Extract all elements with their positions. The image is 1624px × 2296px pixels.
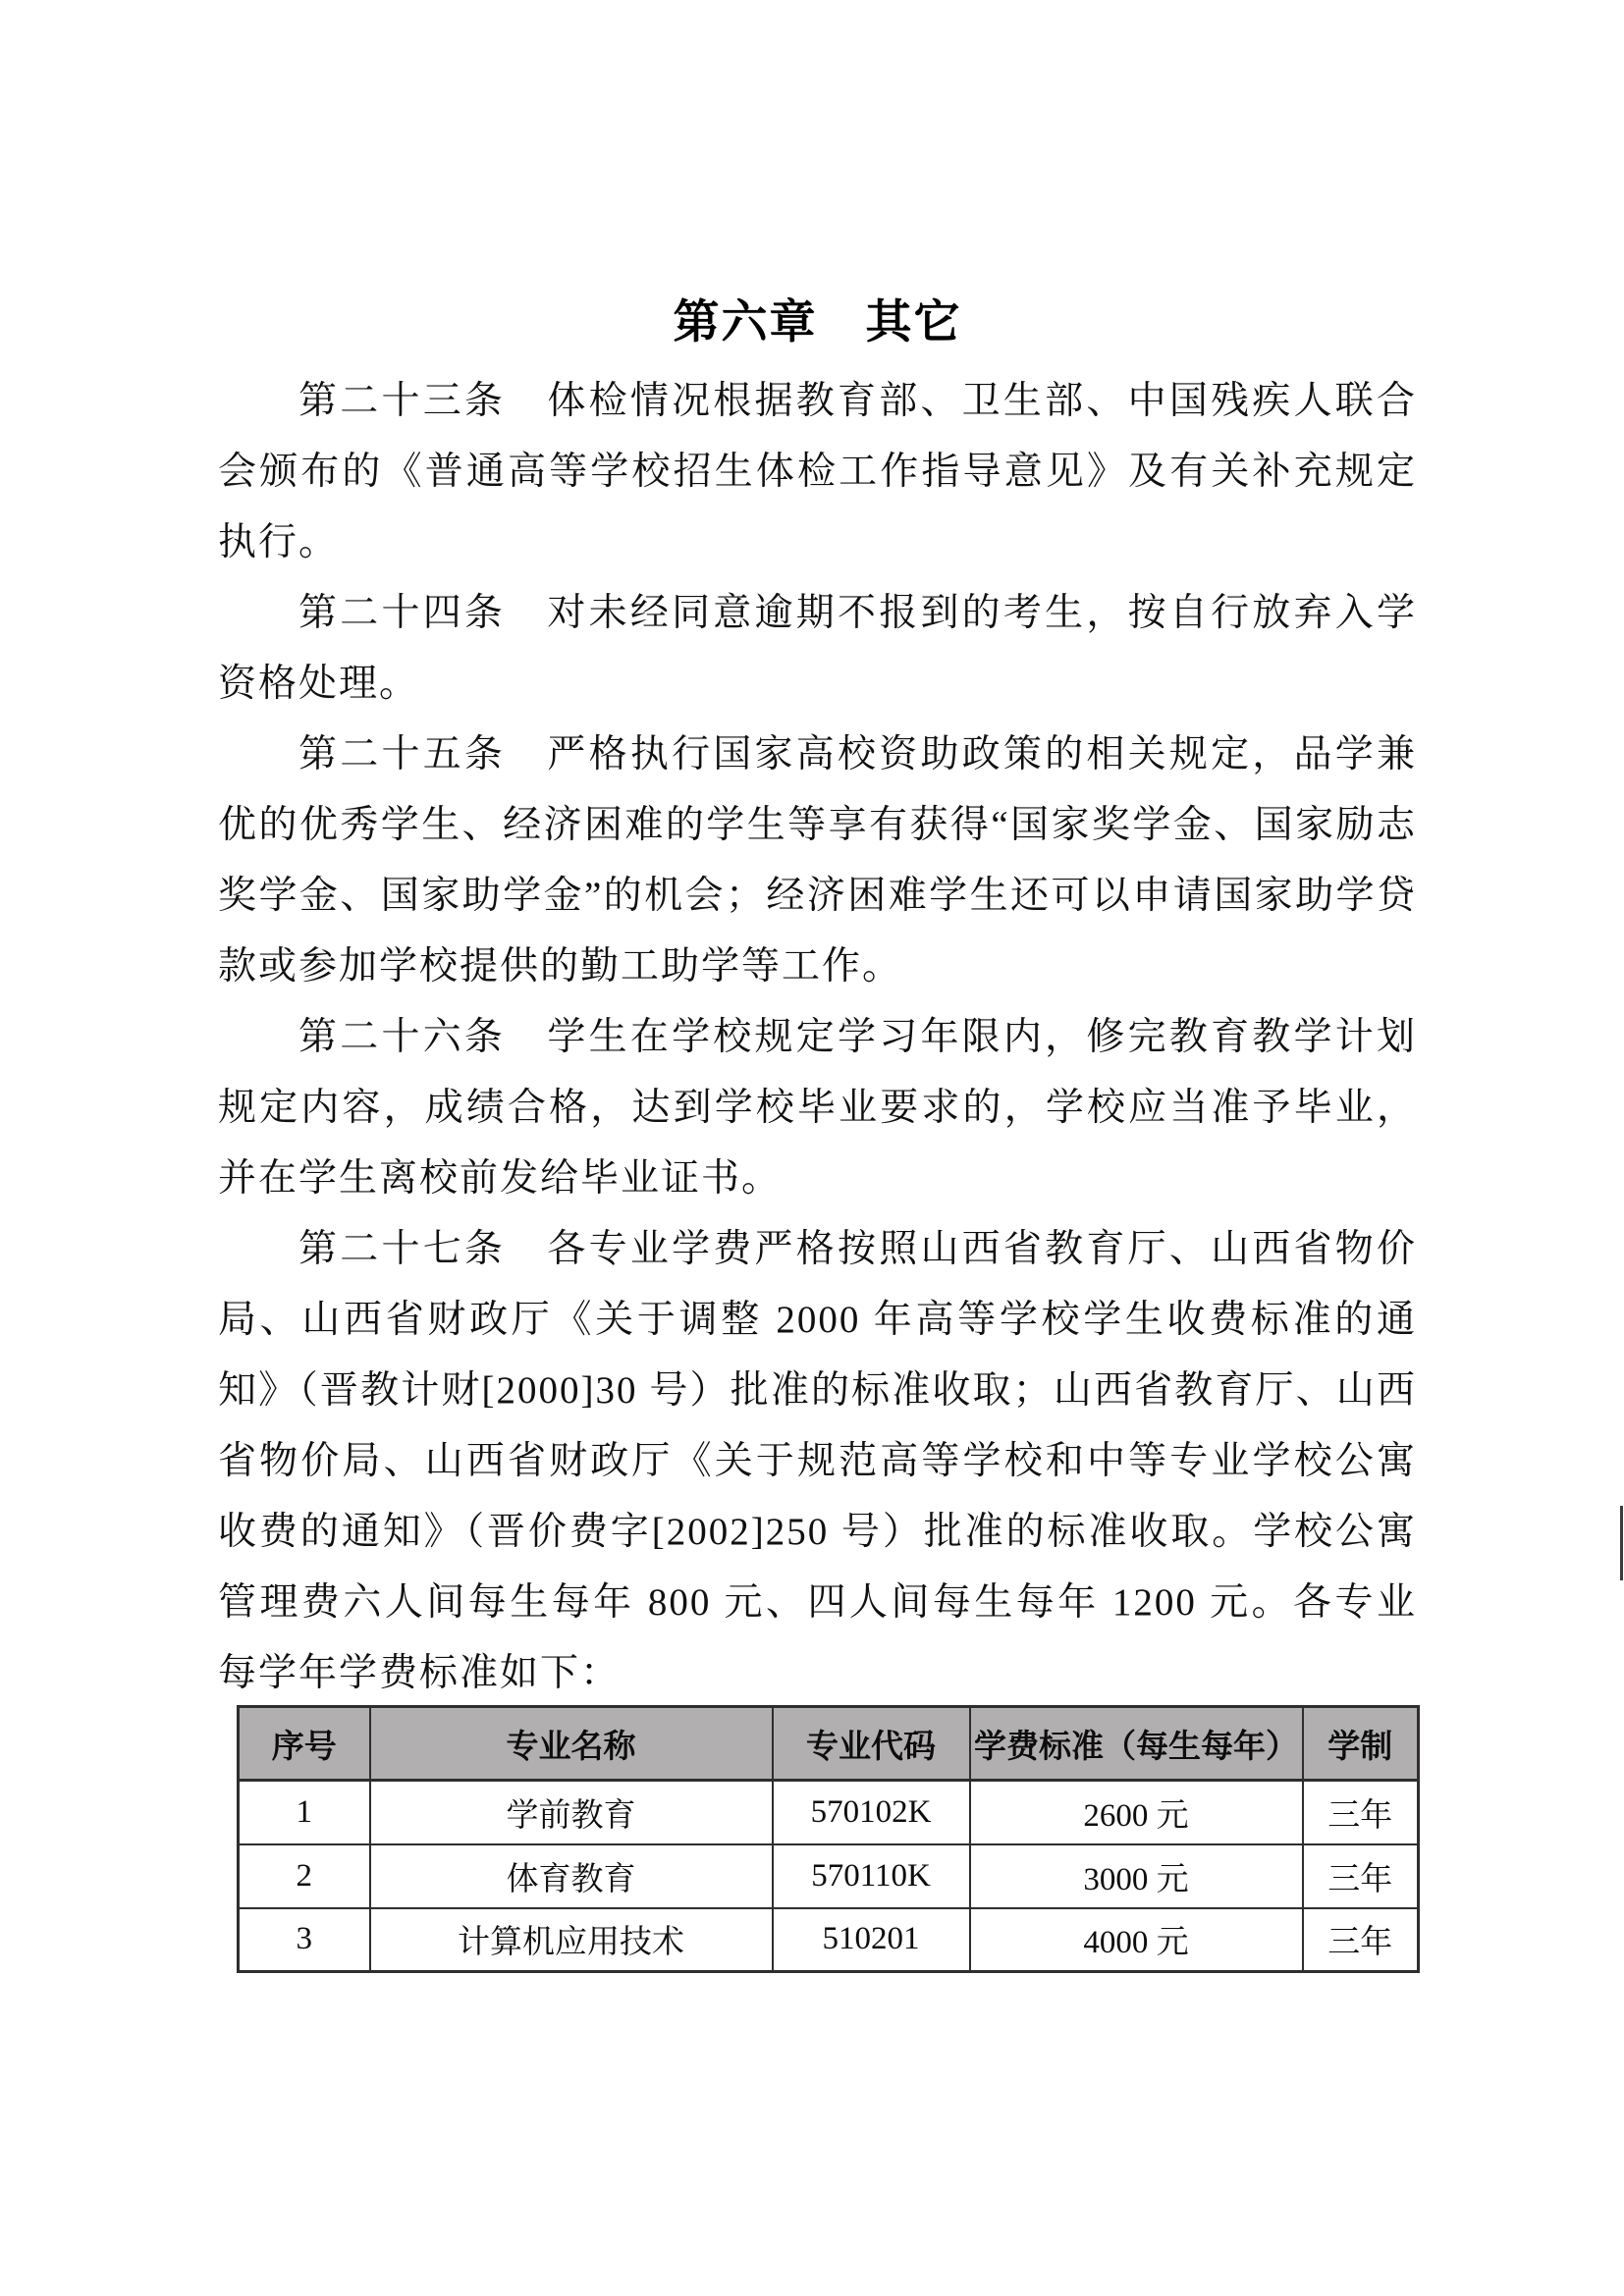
article-25-paragraph: 第二十五条 严格执行国家高校资助政策的相关规定，品学兼优的优秀学生、经济困难的学生等享有获得“国家奖学金、国家励志奖学金、国家助学金”的机会；经济困难学生还可以申请国家助学贷款或参加学校提供的勤工助学等工作。 — [218, 733, 1417, 988]
article-27-paragraph: 第二十七条 各专业学费严格按照山西省教育厅、山西省物价局、山西省财政厅《关于调整 2000 年高等学校学生收费标准的通知》（晋教计财[2000]30 号）批准的标准收取；山西省教育厅、山西省物价局、山西省财政厅《关于规范高等学校和中等专业学校公寓收费的通知》（晋价费字[2002]250 号）批准的标准收取。学校公寓管理费六人间每生每年 800 元、四人间每生每年 1200 元。各专业每学年学费标准如下： — [218, 1228, 1417, 1694]
tuition-fee-table — [237, 1705, 1420, 1973]
table-cell: 3 — [239, 1908, 370, 1972]
table-cell: 三年 — [1303, 1908, 1419, 1972]
table-header-row — [239, 1707, 1419, 1781]
table-cell: 570110K — [773, 1844, 970, 1908]
document-body — [218, 294, 1417, 1709]
table-row — [239, 1908, 1419, 1972]
table-cell: 1 — [239, 1781, 370, 1844]
table-cell: 510201 — [773, 1908, 970, 1972]
table-cell: 570102K — [773, 1781, 970, 1844]
table-cell: 三年 — [1303, 1844, 1419, 1908]
table-row — [239, 1781, 1419, 1844]
table-cell: 体育教育 — [370, 1844, 773, 1908]
table-cell: 学前教育 — [370, 1781, 773, 1844]
table-cell: 2 — [239, 1844, 370, 1908]
table-cell: 计算机应用技术 — [370, 1908, 773, 1972]
article-24-paragraph: 第二十四条 对未经同意逾期不报到的考生，按自行放弃入学资格处理。 — [218, 592, 1417, 705]
col-header-major-code: 专业代码 — [773, 1707, 970, 1781]
table-cell: 3000 元 — [970, 1844, 1303, 1908]
col-header-index: 序号 — [239, 1707, 370, 1781]
table-row — [239, 1844, 1419, 1908]
article-26-paragraph: 第二十六条 学生在学校规定学习年限内，修完教育教学计划规定内容，成绩合格，达到学校毕业要求的，学校应当准予毕业，并在学生离校前发给毕业证书。 — [218, 1016, 1417, 1200]
col-header-tuition-standard: 学费标准（每生每年） — [970, 1707, 1303, 1781]
table-cell: 三年 — [1303, 1781, 1419, 1844]
col-header-duration: 学制 — [1303, 1707, 1419, 1781]
table-cell: 2600 元 — [970, 1781, 1303, 1844]
col-header-major-name: 专业名称 — [370, 1707, 773, 1781]
table-cell: 4000 元 — [970, 1908, 1303, 1972]
article-23-paragraph: 第二十三条 体检情况根据教育部、卫生部、中国残疾人联合会颁布的《普通高等学校招生体检工作指导意见》及有关补充规定执行。 — [218, 380, 1417, 563]
chapter-title: 第六章 其它 — [673, 295, 962, 347]
revision-bar — [1620, 1506, 1623, 1580]
